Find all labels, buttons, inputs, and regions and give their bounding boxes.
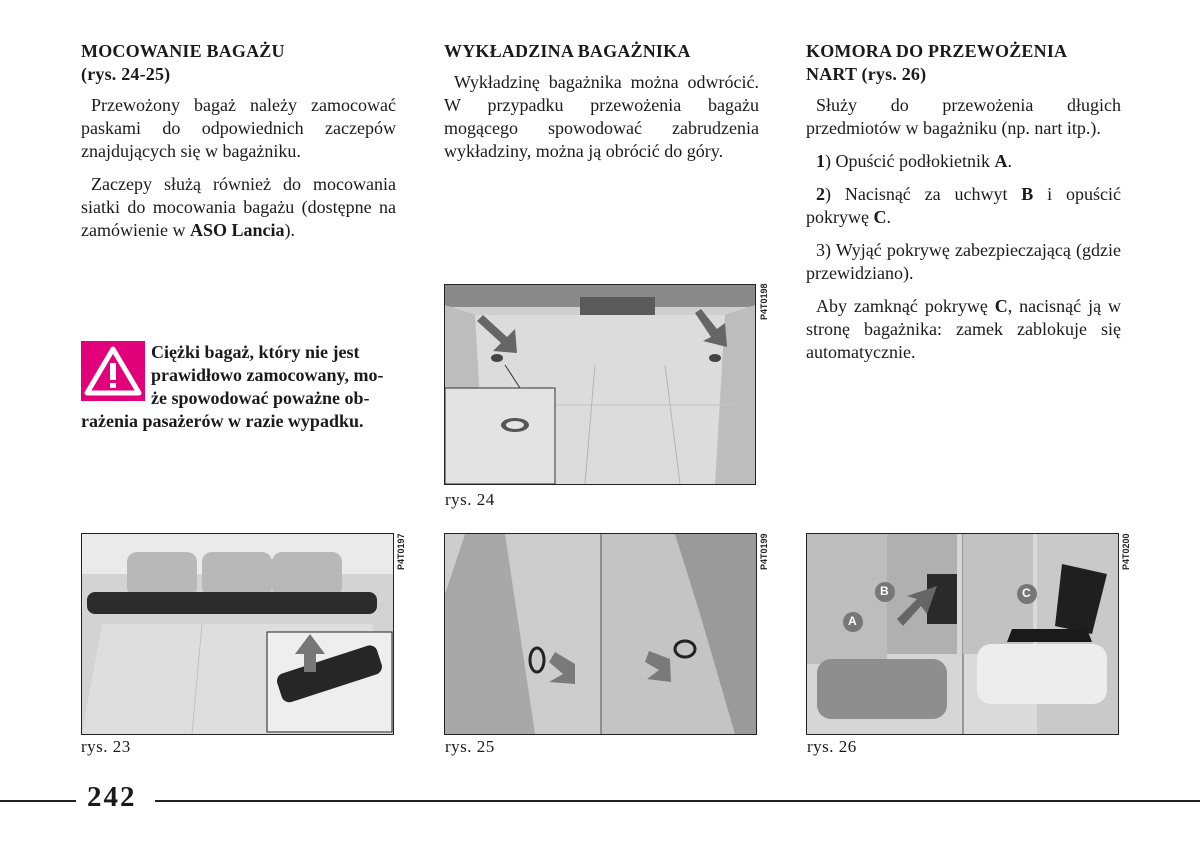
figure-26-image [806,533,1119,735]
figure-23-caption: rys. 23 [81,737,131,756]
step-2: 2) Nacisnąć za uchwyt B i opuścić pokrywę C. [806,184,1121,227]
figure-26-caption: rys. 26 [807,737,857,756]
step-1: 1) Opuścić podłokietnik A. [816,151,1012,171]
label-b: B [880,584,889,598]
figure-code: P4T0198 [759,283,769,320]
warning-triangle-icon [81,341,145,401]
warning-text: Ciężki bagaż, który nie jest prawidłowo zamocowany, mo- że spowodować poważne ob- rażenia pasażerów w razie wypadku. [81,342,384,431]
paragraph: Aby zamknąć pokrywę C, nacisnąć ją w stronę bagażnika: zamek zablokuje się automatycznie. [806,296,1121,362]
figure-24-caption: rys. 24 [445,490,495,509]
label-a: A [848,614,857,628]
label-c: C [1022,586,1031,600]
figure-25-image [444,533,757,735]
figure-code: P4T0199 [759,533,769,570]
page-number: 242 [87,781,137,813]
figure-24-image [444,284,756,485]
figure-code: P4T0197 [396,533,406,570]
section-heading: KOMORA DO PRZEWOŻENIA NART (rys. 26) [806,41,1068,84]
footer-rule-right [155,800,1200,802]
footer-rule-left [0,800,76,802]
section-heading: WYKŁADZINA BAGAŻNIKA [444,41,691,61]
paragraph: Wykładzinę bagażnika można odwrócić. W przypadku przewożenia bagażu mogącego spowodować zabrudzenia wykładziny, można ją obrócić do góry. [444,72,759,161]
column-mocowanie-bagazu [81,40,396,252]
figure-25-caption: rys. 25 [445,737,495,756]
paragraph: Zaczepy służą również do mocowania siatki do mocowania bagażu (dostępne na zamówienie w ASO Lancia). [81,174,396,240]
figure-code: P4T0200 [1121,533,1131,570]
column-komora-nart [806,40,1121,374]
warning-box [81,341,395,433]
step-3: 3) Wyjąć pokrywę zabezpieczającą (gdzie przewidziano). [806,240,1121,283]
paragraph: Służy do przewożenia długich przedmiotów w bagażniku (np. nart itp.). [806,95,1121,138]
paragraph: Przewożony bagaż należy zamocować paskami do odpowiednich zaczepów znajdujących się w bagażniku. [81,95,396,161]
section-heading: MOCOWANIE BAGAŻU (rys. 24-25) [81,41,285,84]
figure-23-image [81,533,394,735]
column-wykladzina [444,40,759,173]
